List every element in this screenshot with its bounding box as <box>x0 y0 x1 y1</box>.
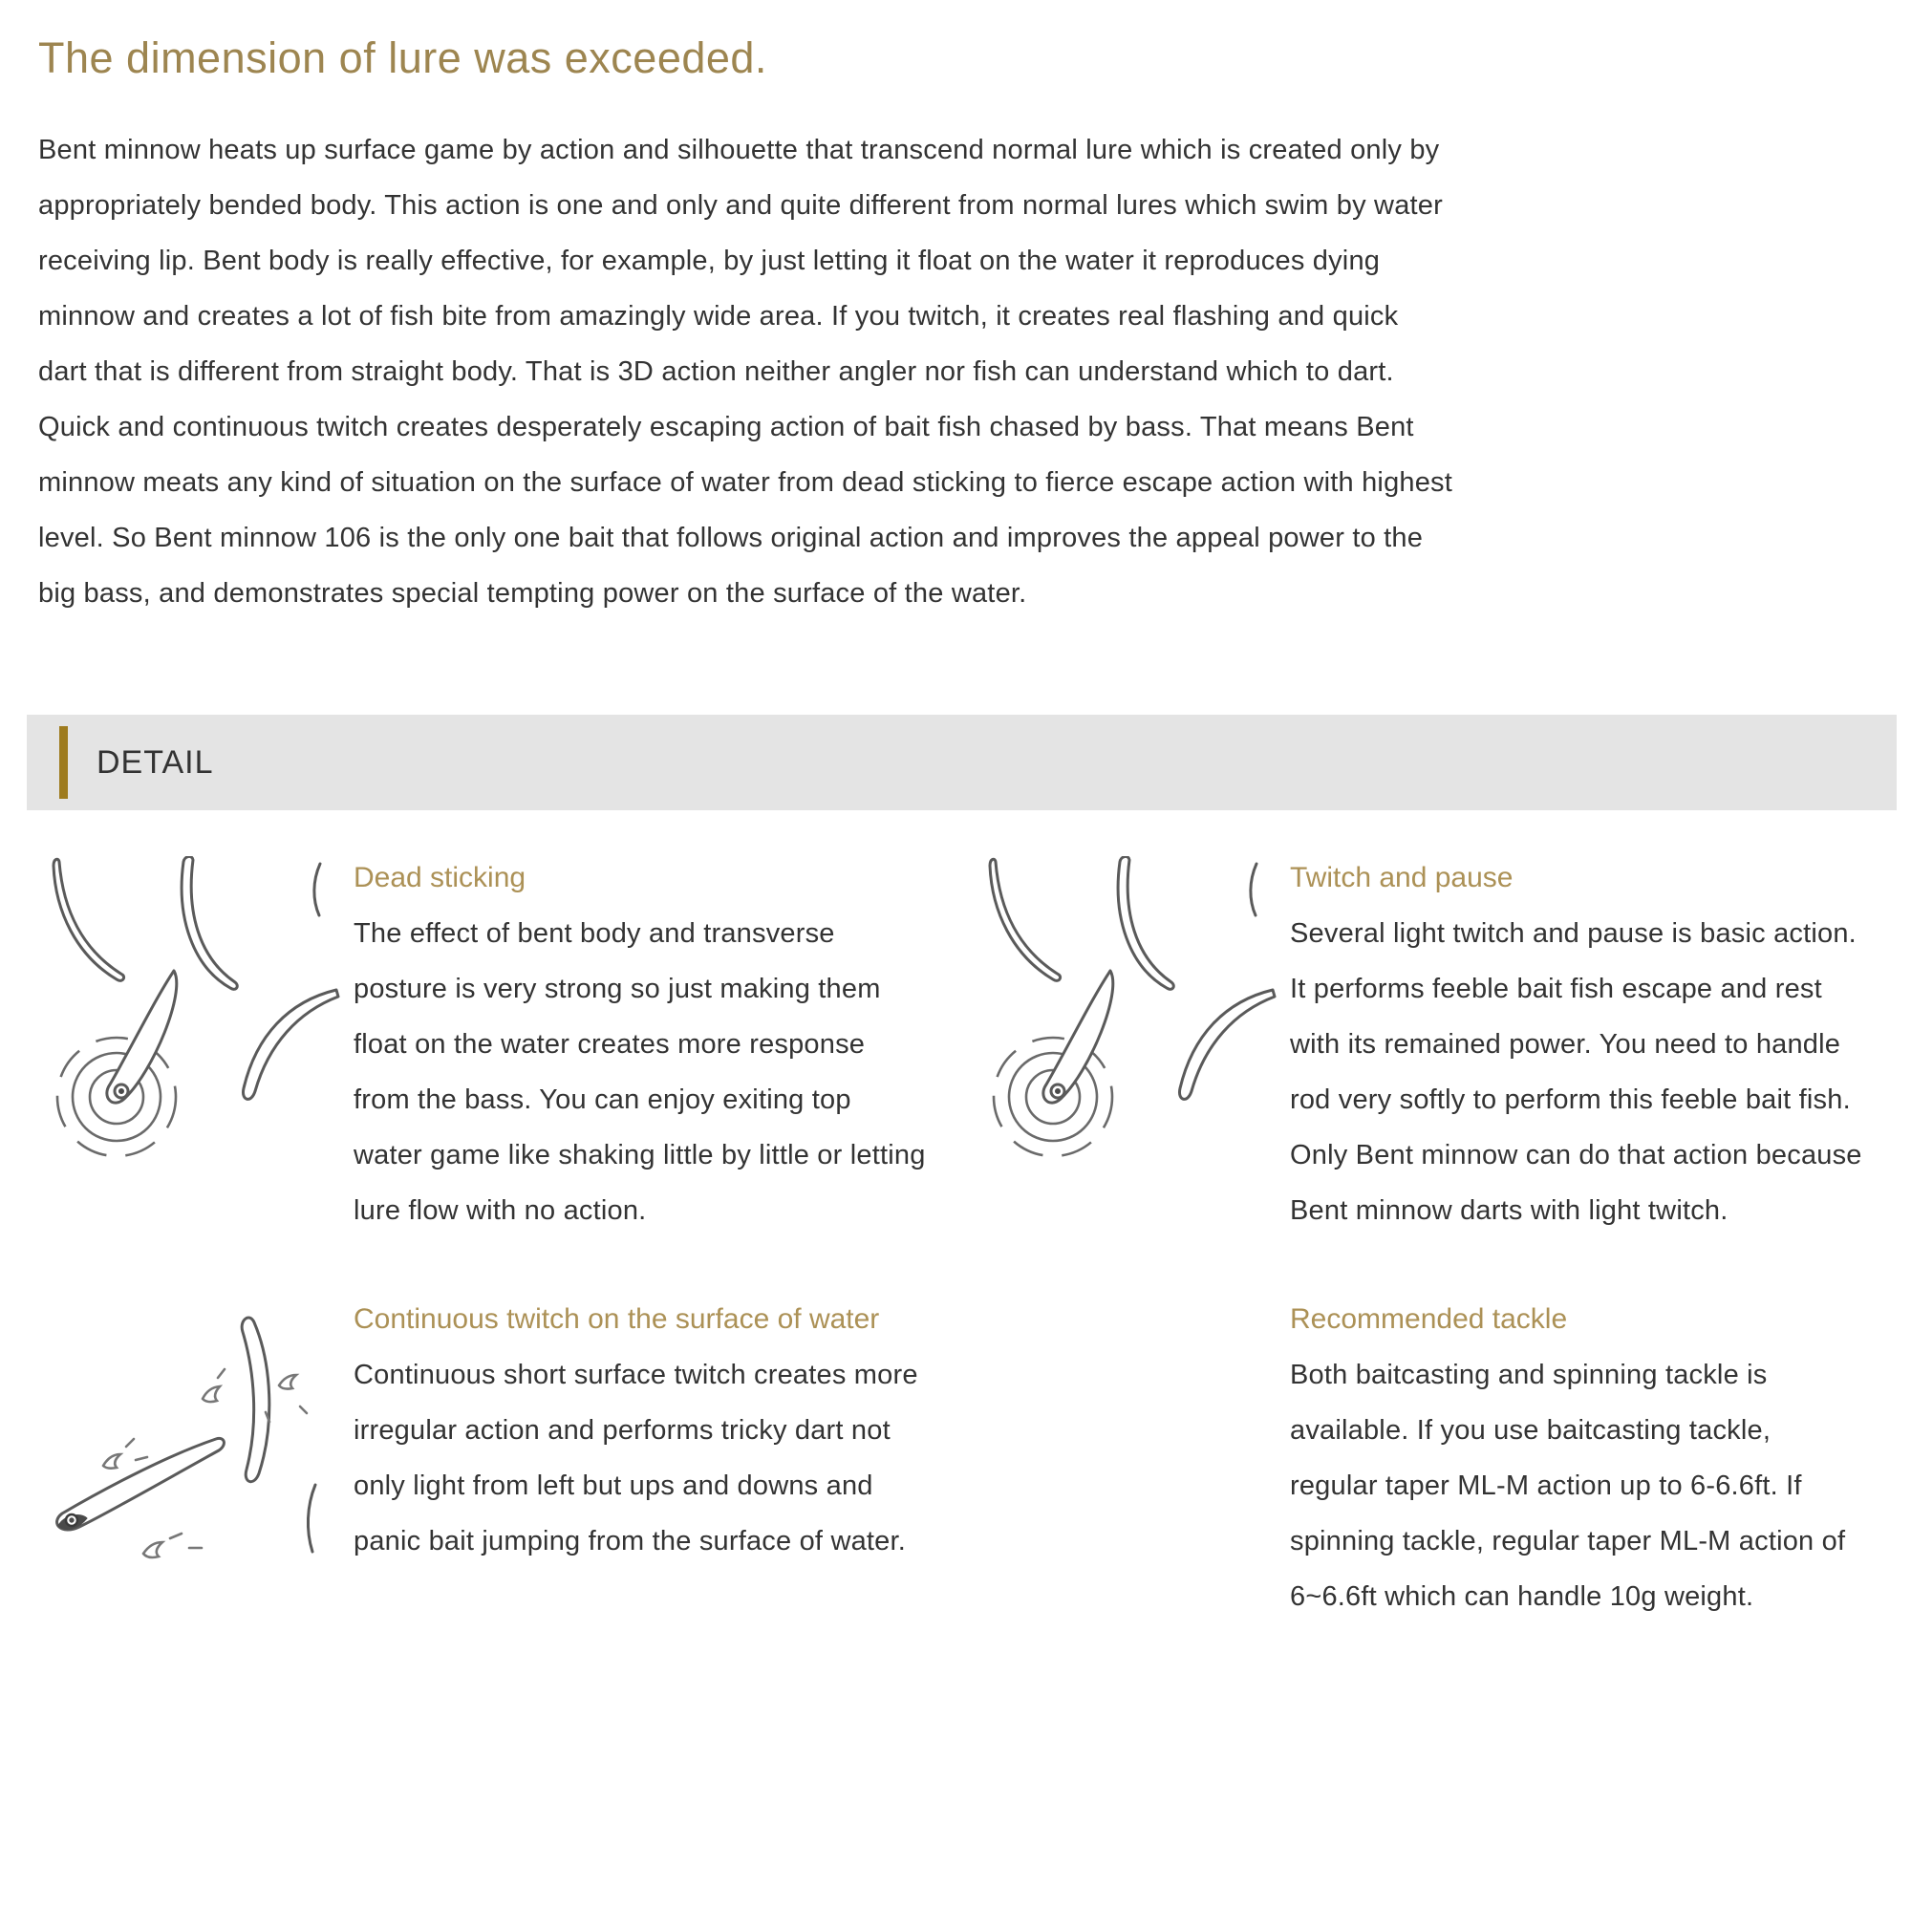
detail-item-text <box>354 1292 965 1569</box>
detail-item-title: Dead sticking <box>354 862 526 893</box>
detail-item-text <box>1290 1292 1901 1624</box>
lure-floating-illustration <box>29 850 354 1171</box>
detail-item-text <box>1290 850 1901 1238</box>
detail-item-title: Continuous twitch on the surface of water <box>354 1303 880 1335</box>
detail-accent-bar <box>59 726 68 799</box>
detail-item-recommended-tackle <box>965 1292 1901 1624</box>
lure-floating-illustration <box>965 850 1290 1171</box>
intro-paragraph: Bent minnow heats up surface game by action and silhouette that transcend normal lure which is created only by appropriately bended body. This action is one and only and quite different from normal lures which swim by water receiving lip. Bent body is really effective, for example, by just letting it float on the water it reproduces dying minnow and creates a lot of fish bite from amazingly wide area. If you twitch, it creates real flashing and quick dart that is different from straight body. That is 3D action neither angler nor fish can understand which to dart. Quick and continuous twitch creates desperately escaping action of bait fish chased by bass. That means Bent minnow meats any kind of situation on the surface of water from dead sticking to fierce escape action with highest level. So Bent minnow 106 is the only one bait that follows original action and improves the appeal power to the big bass, and demonstrates special tempting power on the surface of the water. <box>38 135 1453 609</box>
detail-item-twitch-and-pause <box>965 850 1901 1238</box>
lure-darting-illustration <box>29 1292 354 1613</box>
detail-grid <box>29 850 1901 1624</box>
detail-item-body: Both baitcasting and spinning tackle is available. If you use baitcasting tackle, regular taper ML-M action up to 6-6.6ft. If spinning tackle, regular taper ML-M action of 6~6.6ft which can handle 10g weight. <box>1290 1360 1846 1612</box>
detail-section-header <box>27 715 1897 810</box>
empty-figure-space <box>965 1292 1290 1613</box>
detail-item-body: The effect of bent body and transverse posture is very strong so just making them float on the water creates more response from the bass. You can enjoy exiting top water game like shaking little by little or letting lure flow with no action. <box>354 918 926 1226</box>
detail-item-continuous-twitch <box>29 1292 965 1624</box>
page-title: The dimension of lure was exceeded. <box>38 33 767 82</box>
detail-item-dead-sticking <box>29 850 965 1238</box>
detail-header-label: DETAIL <box>97 743 214 781</box>
detail-item-body: Continuous short surface twitch creates more irregular action and performs tricky dart not only light from left but ups and downs and panic bait jumping from the surface of water. <box>354 1360 918 1556</box>
detail-item-text <box>354 850 965 1238</box>
detail-item-title: Recommended tackle <box>1290 1303 1568 1335</box>
detail-item-body: Several light twitch and pause is basic action. It performs feeble bait fish escape and rest with its remained power. You need to handle rod very softly to perform this feeble bait fish. Only Bent minnow can do that action because Bent minnow darts with light twitch. <box>1290 918 1862 1226</box>
detail-item-title: Twitch and pause <box>1290 862 1514 893</box>
